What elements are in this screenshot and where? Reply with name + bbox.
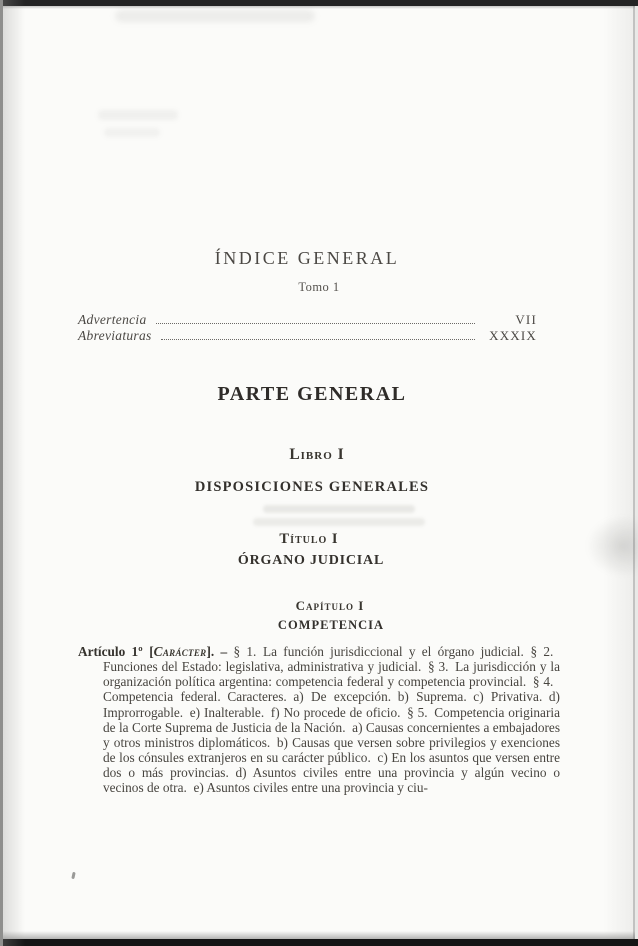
titulo-title: ÓRGANO JUDICIAL — [237, 553, 385, 568]
article-bracket-open: [ — [142, 644, 154, 659]
toc-entry-label: Abreviaturas — [78, 328, 152, 343]
scan-artifact — [71, 872, 75, 879]
article-label: Artículo 1º — [78, 644, 143, 659]
libro-title: DISPOSICIONES GENERALES — [194, 479, 430, 495]
page-left-edge — [0, 0, 3, 946]
part-title: PARTE GENERAL — [217, 383, 407, 405]
toc-row — [78, 328, 537, 344]
capitulo-title: COMPETENCIA — [277, 618, 385, 632]
article-bracket-close: ]. – — [206, 644, 234, 659]
toc-page-number: XXXIX — [489, 328, 537, 343]
page-content — [78, 0, 560, 946]
article-entry — [78, 644, 560, 796]
article-body: § 1. La función jurisdiccional y el órgano judicial. § 2. Funciones del Estado: legislativa, administrativa y judicial. § 3. La jurisdicción y la organización política argentina: competencia federal y competencia provincial. § 4. Competencia federal. Caracteres. a) De excepción. b) Suprema. c) Privativa. d) Improrrogable. e) Inalterable. f) No procede de oficio. § 5. Competencia originaria de la Corte Suprema de Justicia de la Nación. a) Causas concernientes a embajadores y otros ministros diplomáticos. b) Causas que versen sobre privilegios y exenciones de los cónsules extranjeros en su carácter público. c) En los asuntos que versen entre dos o más provincias. d) Asuntos civiles entre una provincia y algún vecino o vecinos de otra. e) Asuntos civiles entre una provincia y ciu- — [103, 644, 560, 796]
volume-label: Tomo 1 — [298, 280, 340, 294]
capitulo-kicker: Capítulo I — [295, 598, 365, 613]
titulo-kicker: Título I — [279, 531, 339, 547]
page-title: ÍNDICE GENERAL — [214, 248, 400, 268]
page-right-edge — [633, 6, 635, 939]
toc-entry-label: Advertencia — [78, 312, 147, 327]
toc-row — [78, 312, 537, 328]
table-of-contents — [78, 312, 537, 344]
toc-page-number: VII — [515, 312, 537, 327]
toc-dot-leader — [161, 339, 475, 340]
article-term: Carácter — [153, 644, 207, 659]
toc-dot-leader — [156, 323, 475, 324]
libro-kicker: Libro I — [289, 446, 345, 463]
